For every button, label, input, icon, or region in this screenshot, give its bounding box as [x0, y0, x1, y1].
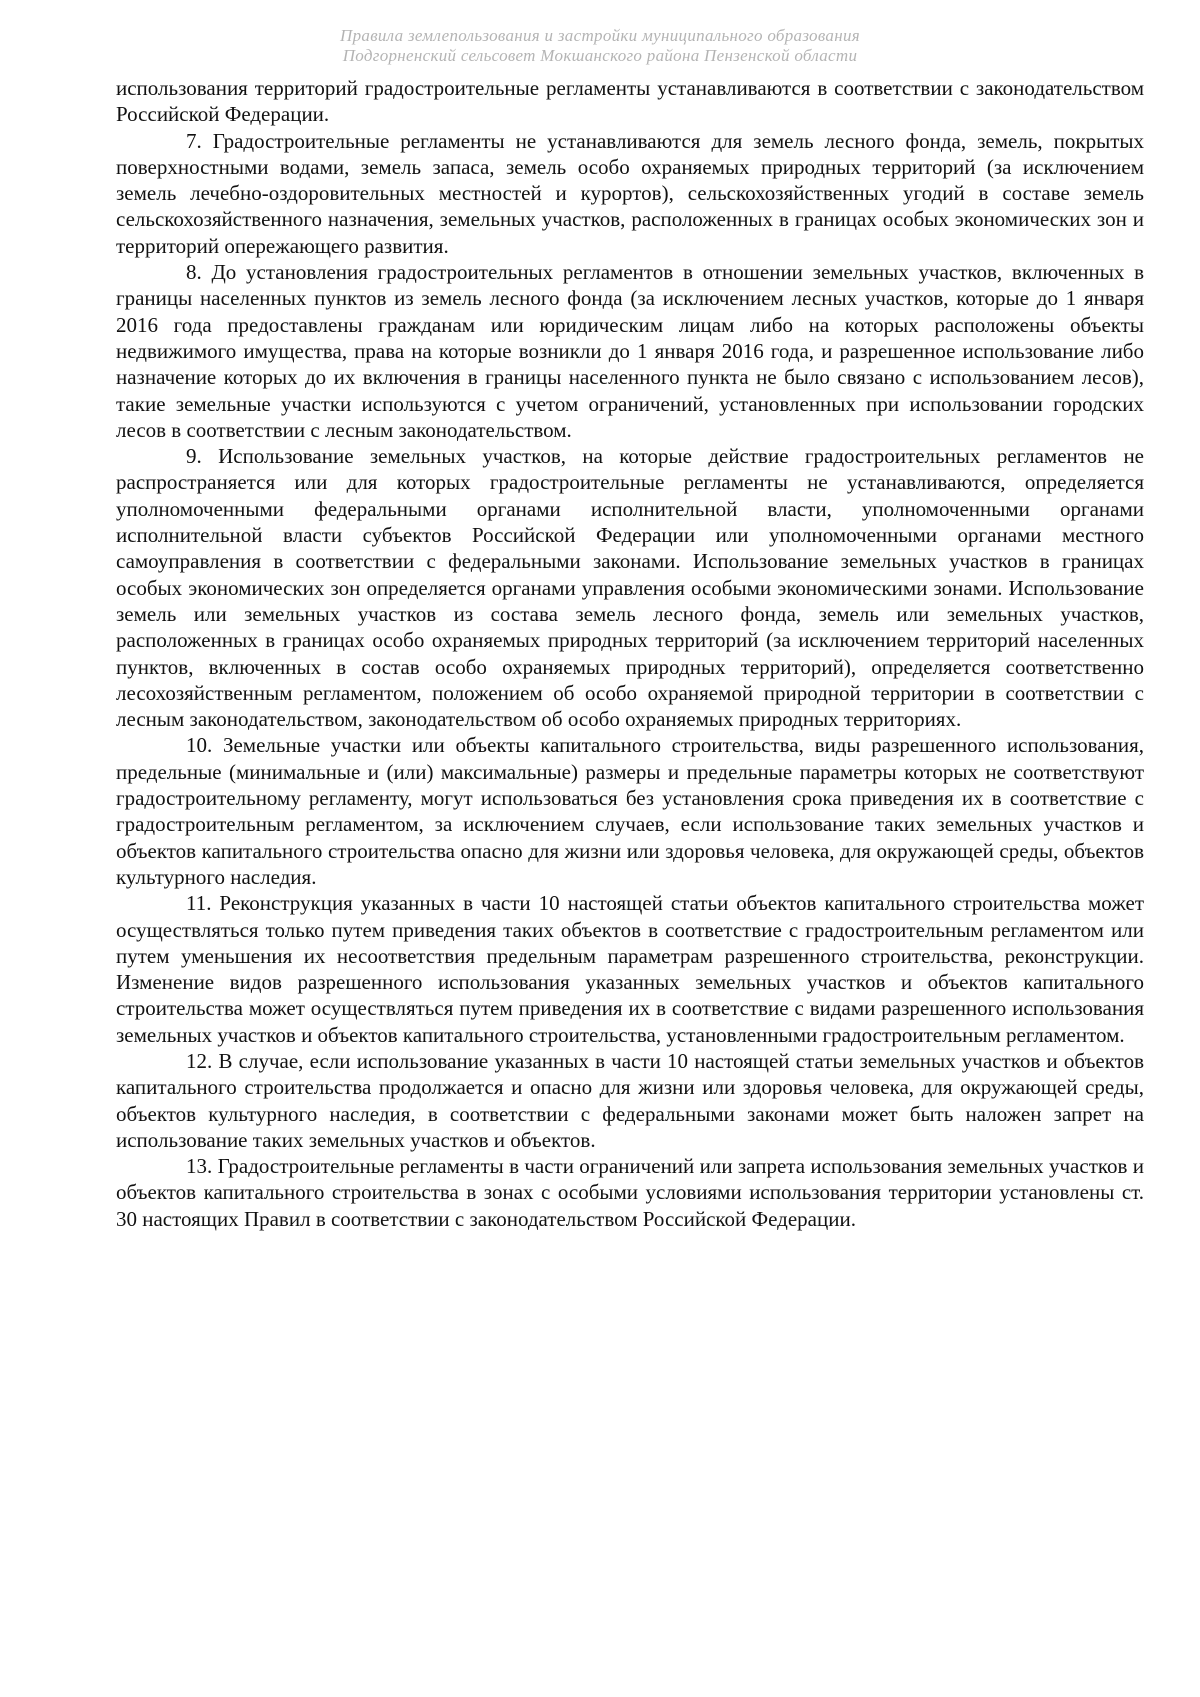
running-header [0, 26, 1200, 66]
paragraph-13: 13. Градостроительные регламенты в части ограничений или запрета использования земельных участков и объектов капитального строительства в зонах с особыми условиями использования территории установлены ст. 30 настоящих Правил в соответствии с законодательством Российской Федерации. [116, 1154, 1144, 1231]
paragraph-8: 8. До установления градостроительных регламентов в отношении земельных участков, включенных в границы населенных пунктов из земель лесного фонда (за исключением лесных участков, которые до 1 января 2016 года предоставлены гражданам или юридическим лицам либо на которых расположены объекты недвижимого имущества, права на которые возникли до 1 января 2016 года, и разрешенное использование либо назначение которых до их включения в границы населенного пункта не было связано с использованием лесов), такие земельные участки используются с учетом ограничений, установленных при использовании городских лесов в соответствии с лесным законодательством. [116, 260, 1144, 442]
paragraph-continuation: использования территорий градостроительные регламенты устанавливаются в соответствии с законодательством Российской Федерации. [116, 76, 1144, 127]
paragraph-11: 11. Реконструкция указанных в части 10 настоящей статьи объектов капитального строительства может осуществляться только путем приведения таких объектов в соответствие с градостроительным регламентом или путем уменьшения их несоответствия предельным параметрам разрешенного строительства, реконструкции. Изменение видов разрешенного использования указанных земельных участков и объектов капитального строительства может осуществляться путем приведения их в соответствие с видами разрешенного использования земельных участков и объектов капитального строительства, установленными градостроительным регламентом. [116, 891, 1144, 1047]
document-body [116, 75, 1144, 1232]
running-header-line-1: Правила землепользования и застройки муниципального образования [340, 26, 860, 45]
running-header-line-2: Подгорненский сельсовет Мокшанского района Пензенской области [342, 46, 858, 65]
paragraph-9: 9. Использование земельных участков, на которые действие градостроительных регламентов не распространяется или для которых градостроительные регламенты не устанавливаются, определяется уполномоченными федеральными органами исполнительной власти, уполномоченными органами исполнительной власти субъектов Российской Федерации или уполномоченными органами местного самоуправления в соответствии с федеральными законами. Использование земельных участков в границах особых экономических зон определяется органами управления особыми экономическими зонами. Использование земель или земельных участков из состава земель лесного фонда, земель или земельных участков, расположенных в границах особо охраняемых природных территорий (за исключением территорий населенных пунктов, включенных в состав особо охраняемых природных территорий), определяется соответственно лесохозяйственным регламентом, положением об особо охраняемой природной территории в соответствии с лесным законодательством, законодательством об особо охраняемых природных территориях. [116, 444, 1144, 732]
paragraph-10: 10. Земельные участки или объекты капитального строительства, виды разрешенного использования, предельные (минимальные и (или) максимальные) размеры и предельные параметры которых не соответствуют градостроительному регламенту, могут использоваться без установления срока приведения их в соответствие с градостроительным регламентом, за исключением случаев, если использование таких земельных участков и объектов капитального строительства опасно для жизни или здоровья человека, для окружающей среды, объектов культурного наследия. [116, 733, 1144, 889]
paragraph-12: 12. В случае, если использование указанных в части 10 настоящей статьи земельных участков и объектов капитального строительства продолжается и опасно для жизни или здоровья человека, для окружающей среды, объектов культурного наследия, в соответствии с федеральными законами может быть наложен запрет на использование таких земельных участков и объектов. [116, 1048, 1144, 1152]
paragraph-7: 7. Градостроительные регламенты не устанавливаются для земель лесного фонда, земель, покрытых поверхностными водами, земель запаса, земель особо охраняемых природных территорий (за исключением земель лечебно-оздоровительных местностей и курортов), сельскохозяйственных угодий в составе земель сельскохозяйственного назначения, земельных участков, расположенных в границах особых экономических зон и территорий опережающего развития. [116, 128, 1144, 258]
